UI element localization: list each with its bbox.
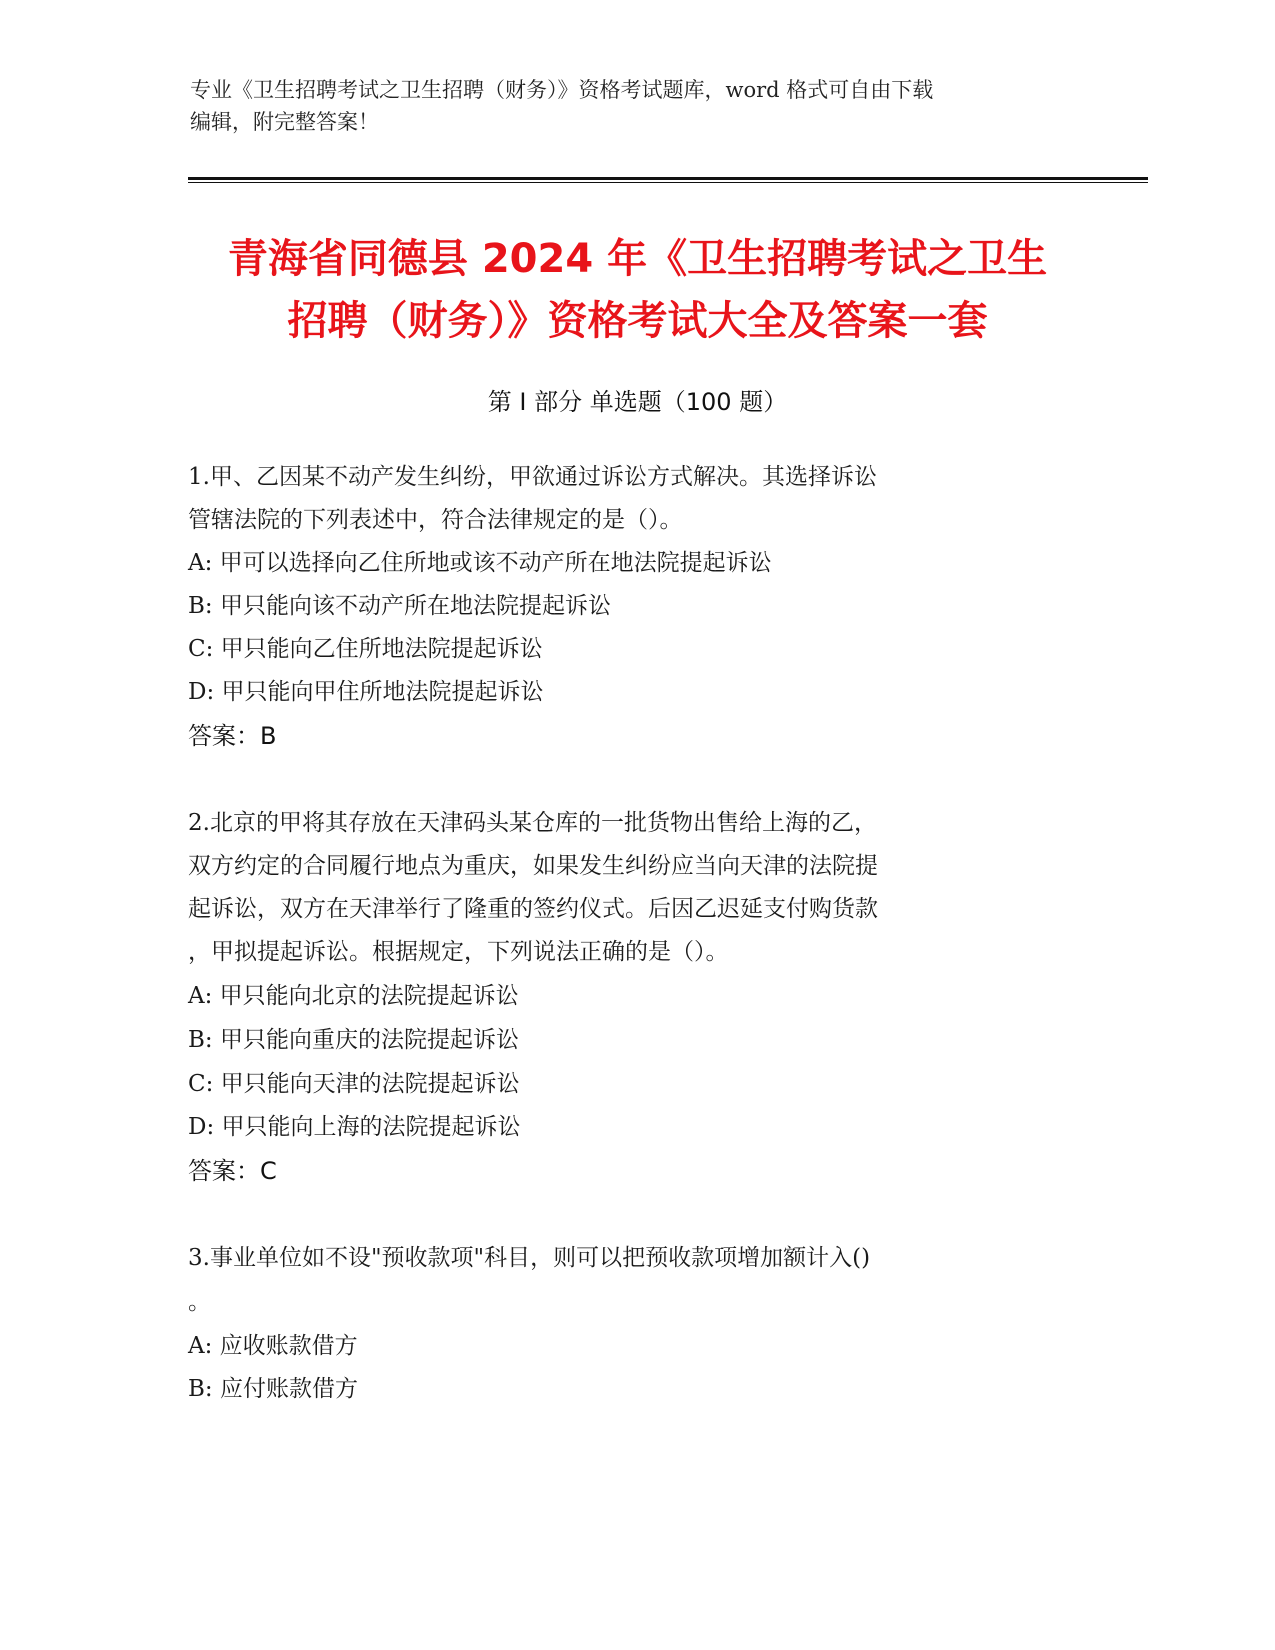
document-title-line-2: 招聘（财务）》资格考试大全及答案一套 (287, 298, 988, 344)
document-title (150, 228, 1125, 352)
question-2-stem-line-2: 双方约定的合同履行地点为重庆，如果发生纠纷应当向天津的法院提 (188, 853, 878, 879)
question-3-option-b: B: 应付账款借方 (188, 1376, 358, 1402)
header-note-line-1: 专业《卫生招聘考试之卫生招聘（财务）》资格考试题库，word 格式可自由下载 (190, 78, 934, 102)
header-divider-thin (188, 182, 1148, 183)
header-note-line-2: 编辑，附完整答案！ (190, 110, 379, 134)
question-1-stem-line-1: 1.甲、乙因某不动产发生纠纷，甲欲通过诉讼方式解决。其选择诉讼 (188, 464, 877, 490)
question-1-option-a: A: 甲可以选择向乙住所地或该不动产所在地法院提起诉讼 (188, 550, 772, 576)
question-2-option-c: C: 甲只能向天津的法院提起诉讼 (188, 1071, 520, 1097)
question-2-stem-line-1: 2.北京的甲将其存放在天津码头某仓库的一批货物出售给上海的乙， (188, 810, 877, 836)
question-3-stem-line-1: 3.事业单位如不设"预收款项"科目，则可以把预收款项增加额计入() (188, 1245, 871, 1271)
question-2-option-b: B: 甲只能向重庆的法院提起诉讼 (188, 1027, 519, 1053)
question-1-stem-line-2: 管辖法院的下列表述中，符合法律规定的是（）。 (188, 507, 683, 533)
question-2-stem-line-4: ，甲拟提起诉讼。根据规定，下列说法正确的是（）。 (188, 939, 729, 965)
question-1-option-d: D: 甲只能向甲住所地法院提起诉讼 (188, 679, 544, 705)
question-2-option-d: D: 甲只能向上海的法院提起诉讼 (188, 1114, 521, 1140)
question-2-option-a: A: 甲只能向北京的法院提起诉讼 (188, 983, 519, 1009)
question-2-stem-line-3: 起诉讼，双方在天津举行了隆重的签约仪式。后因乙迟延支付购货款 (188, 896, 878, 922)
question-1-answer: 答案：B (188, 722, 277, 750)
header-note (190, 74, 1070, 138)
question-1-option-c: C: 甲只能向乙住所地法院提起诉讼 (188, 636, 543, 662)
document-title-line-1: 青海省同德县 2024 年《卫生招聘考试之卫生 (227, 236, 1048, 282)
section-heading: 第 I 部分 单选题（100 题） (487, 388, 788, 416)
question-1-option-b: B: 甲只能向该不动产所在地法院提起诉讼 (188, 593, 611, 619)
question-3-stem-line-2: 。 (188, 1289, 211, 1315)
header-divider-thick (188, 177, 1148, 180)
question-3-option-a: A: 应收账款借方 (188, 1333, 358, 1359)
question-2-answer: 答案：C (188, 1157, 277, 1185)
